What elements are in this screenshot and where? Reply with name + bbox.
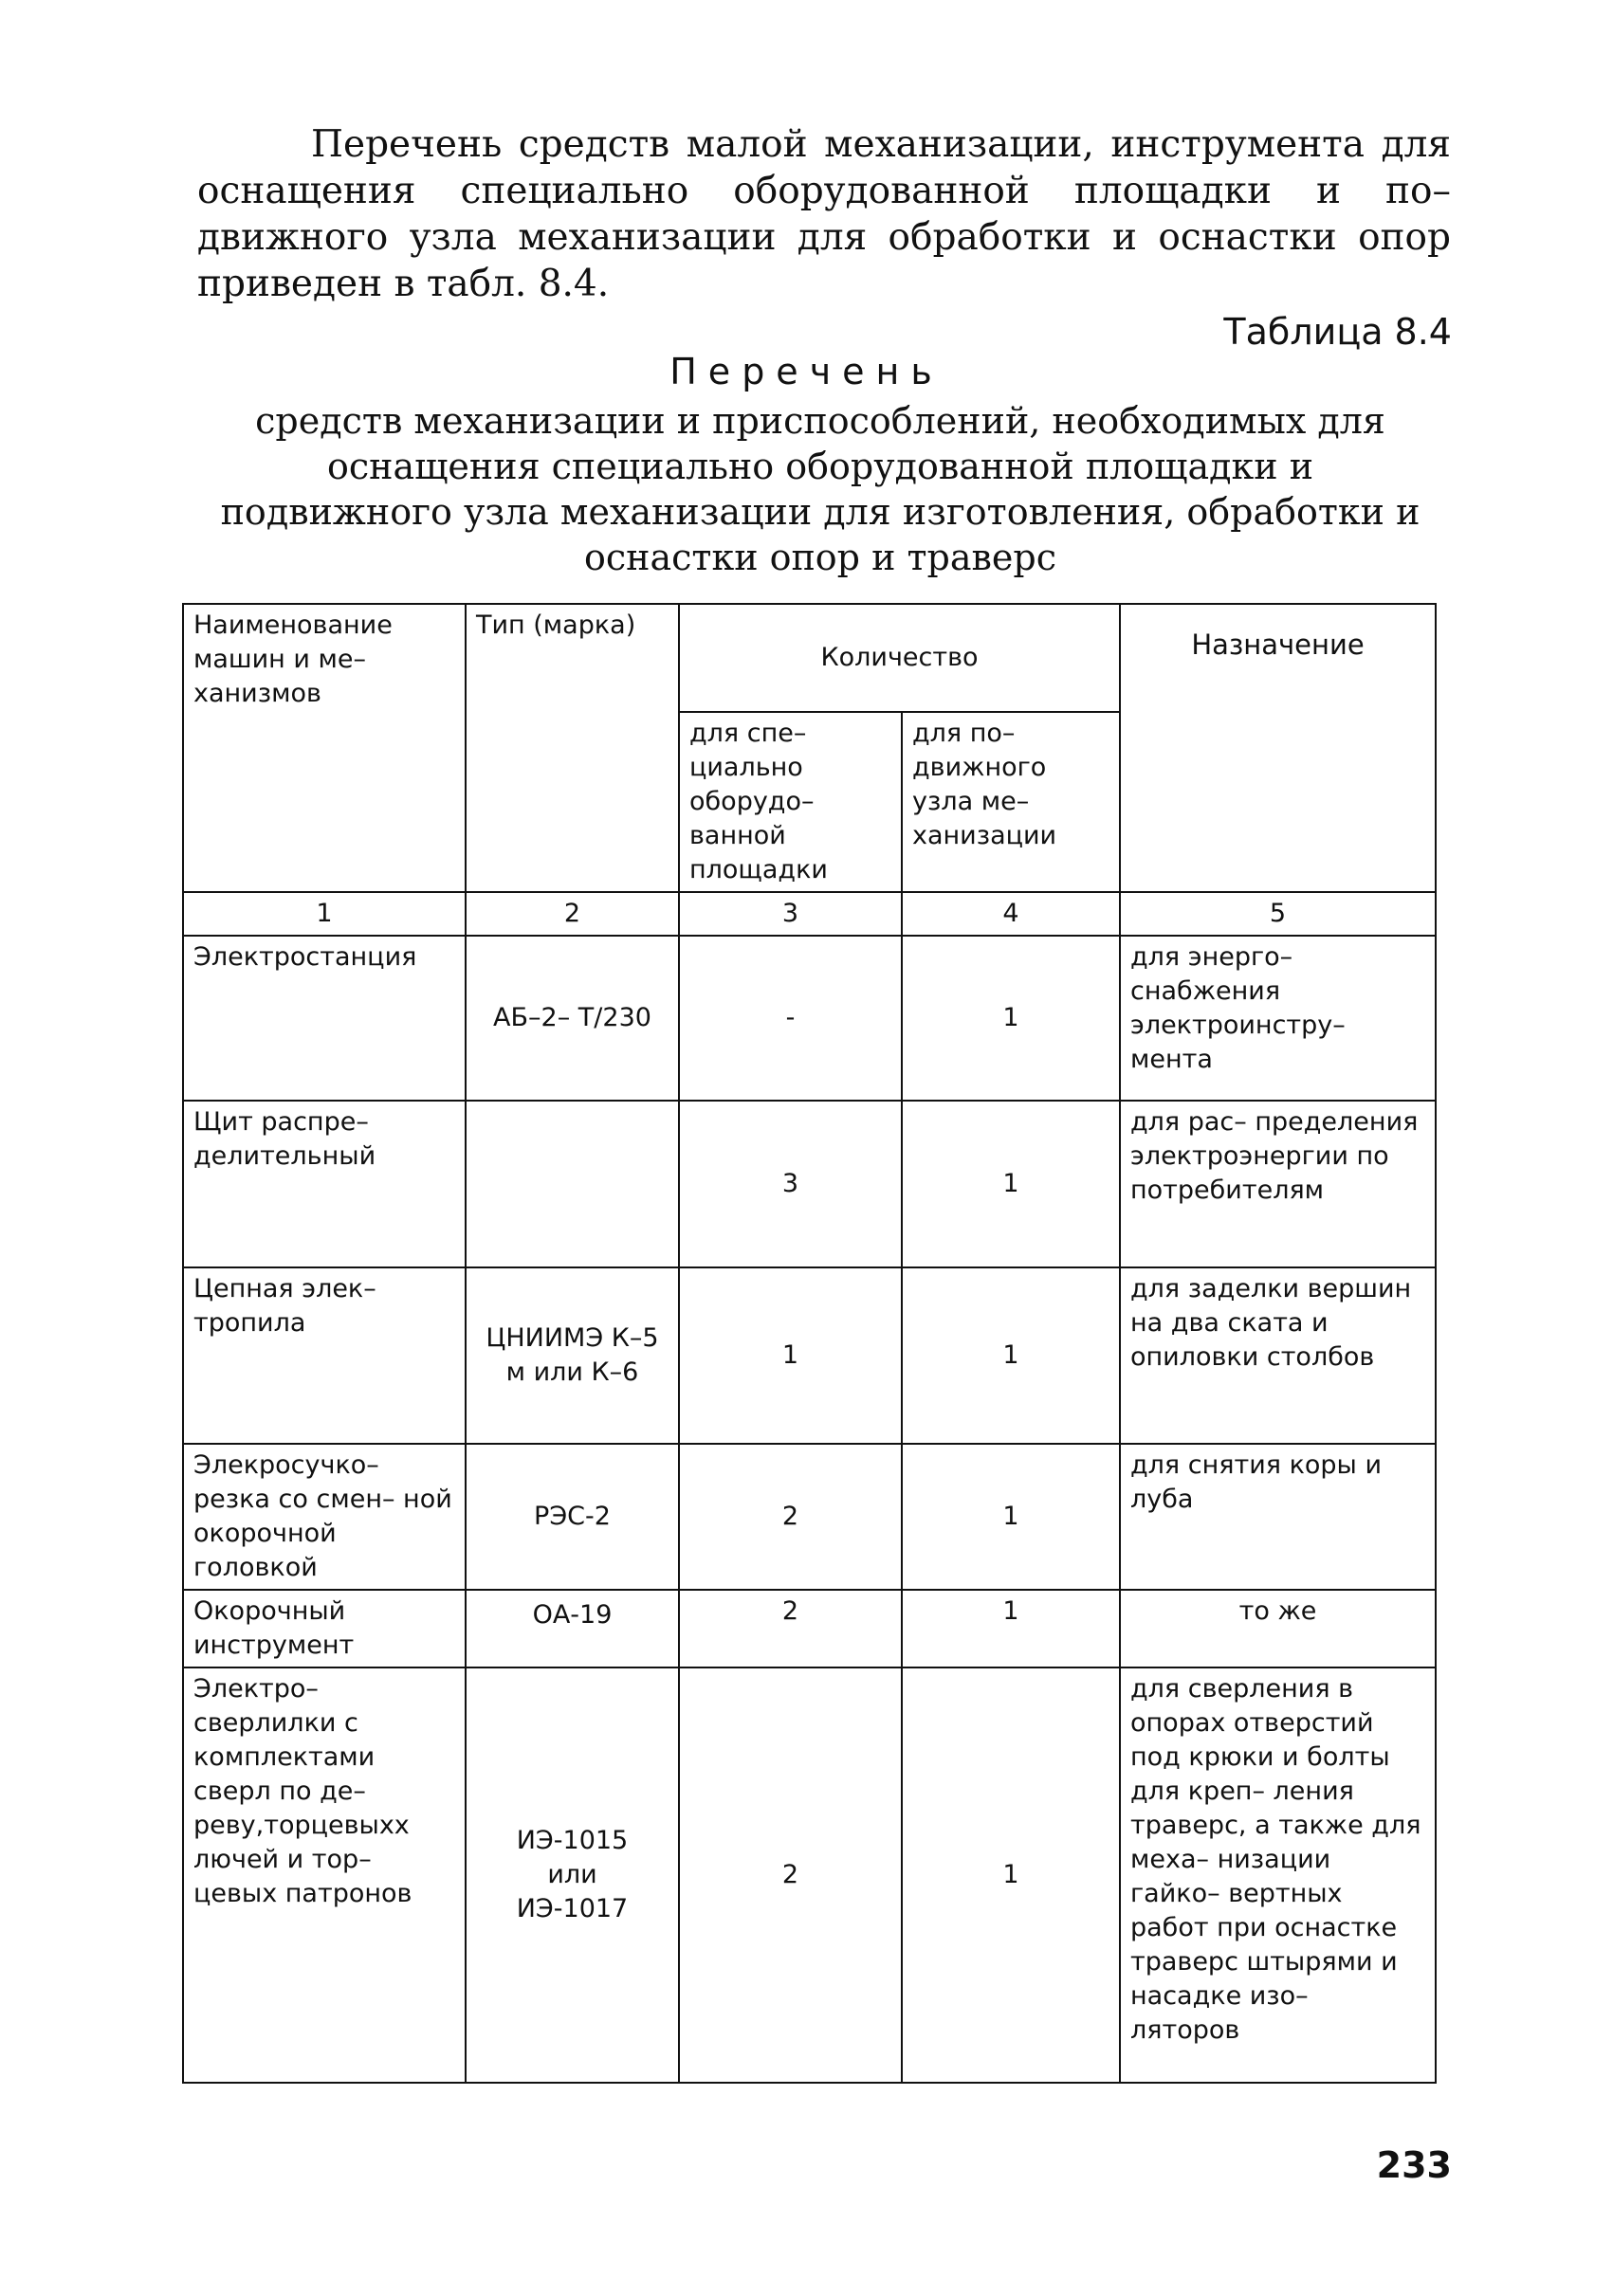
- cell-qty-mobile: 1: [902, 1590, 1120, 1667]
- cell-purpose: для сверления в опорах отверстий под крюки и болты для креп– ления траверс, а также для меха– низации гайко– вертных работ при оснастке траверс штырями и насадке изо– ляторов: [1120, 1667, 1436, 2083]
- table-row: [183, 1267, 1436, 1444]
- table-label: Таблица 8.4: [1223, 311, 1452, 353]
- cell-qty-special: -: [679, 936, 902, 1101]
- cell-type: РЭС-2: [466, 1444, 679, 1590]
- column-number: 4: [902, 892, 1120, 936]
- page-number: 233: [1376, 2144, 1452, 2186]
- intro-paragraph: [197, 121, 1451, 307]
- cell-name: Щит распре– делительный: [183, 1101, 466, 1267]
- header-name: Наименование машин и ме– ханизмов: [183, 604, 466, 892]
- table-row: [183, 1101, 1436, 1267]
- cell-type: ЦНИИМЭ К–5 м или К–6: [466, 1267, 679, 1444]
- equipment-table: [182, 603, 1437, 2084]
- header-qty-mobile: для по– движного узла ме– ханизации: [902, 712, 1120, 892]
- cell-type: ОА-19: [466, 1590, 679, 1667]
- cell-purpose: то же: [1120, 1590, 1436, 1667]
- cell-name: Цепная элек– тропила: [183, 1267, 466, 1444]
- column-number-row: [183, 892, 1436, 936]
- cell-purpose: для снятия коры и луба: [1120, 1444, 1436, 1590]
- table-row: [183, 1444, 1436, 1590]
- table-row: [183, 1590, 1436, 1667]
- cell-name: Электростанция: [183, 936, 466, 1101]
- cell-type: [466, 1101, 679, 1267]
- cell-qty-special: 2: [679, 1667, 902, 2083]
- cell-name: Окорочный инструмент: [183, 1590, 466, 1667]
- header-purpose: Назначение: [1120, 604, 1436, 892]
- cell-qty-special: 2: [679, 1444, 902, 1590]
- cell-qty-mobile: 1: [902, 1101, 1120, 1267]
- cell-qty-special: 1: [679, 1267, 902, 1444]
- table-row: [183, 936, 1436, 1101]
- cell-name: Элекросучко– резка со смен– ной окорочной головкой: [183, 1444, 466, 1590]
- header-type: Тип (марка): [466, 604, 679, 892]
- header-qty-special: для спе– циально оборудо– ванной площадки: [679, 712, 902, 892]
- cell-type: АБ–2– Т/230: [466, 936, 679, 1101]
- cell-qty-mobile: 1: [902, 936, 1120, 1101]
- cell-qty-special: 2: [679, 1590, 902, 1667]
- table-title: Перечень: [669, 351, 944, 392]
- intro-text: Перечень средств малой механизации, инструмента для оснащения специально оборудованной площадки и по– движного узла механизации для обработки и оснастки опор приведен в табл. 8.4.: [197, 123, 1451, 305]
- column-number: 1: [183, 892, 466, 936]
- cell-qty-mobile: 1: [902, 1267, 1120, 1444]
- table-subtitle: средств механизации и приспособлений, необходимых для оснащения специально оборудованной площадки и подвижного узла механизации для изготовления, обработки и оснастки опор и траверс: [220, 400, 1421, 578]
- cell-purpose: для рас– пределения электроэнергии по потребителям: [1120, 1101, 1436, 1267]
- cell-type: ИЭ-1015 или ИЭ-1017: [466, 1667, 679, 2083]
- column-number: 5: [1120, 892, 1436, 936]
- cell-qty-mobile: 1: [902, 1667, 1120, 2083]
- column-number: 3: [679, 892, 902, 936]
- table-row: [183, 1667, 1436, 2083]
- cell-purpose: для энерго– снабжения электроинстру– мента: [1120, 936, 1436, 1101]
- header-quantity: Количество: [679, 604, 1120, 712]
- column-number: 2: [466, 892, 679, 936]
- cell-purpose: для заделки вершин на два ската и опиловки столбов: [1120, 1267, 1436, 1444]
- header-row: [183, 604, 1436, 712]
- cell-name: Электро– сверлилки с комплектами сверл по де– реву,торцевыхх лючей и тор– цевых патронов: [183, 1667, 466, 2083]
- cell-qty-mobile: 1: [902, 1444, 1120, 1590]
- cell-qty-special: 3: [679, 1101, 902, 1267]
